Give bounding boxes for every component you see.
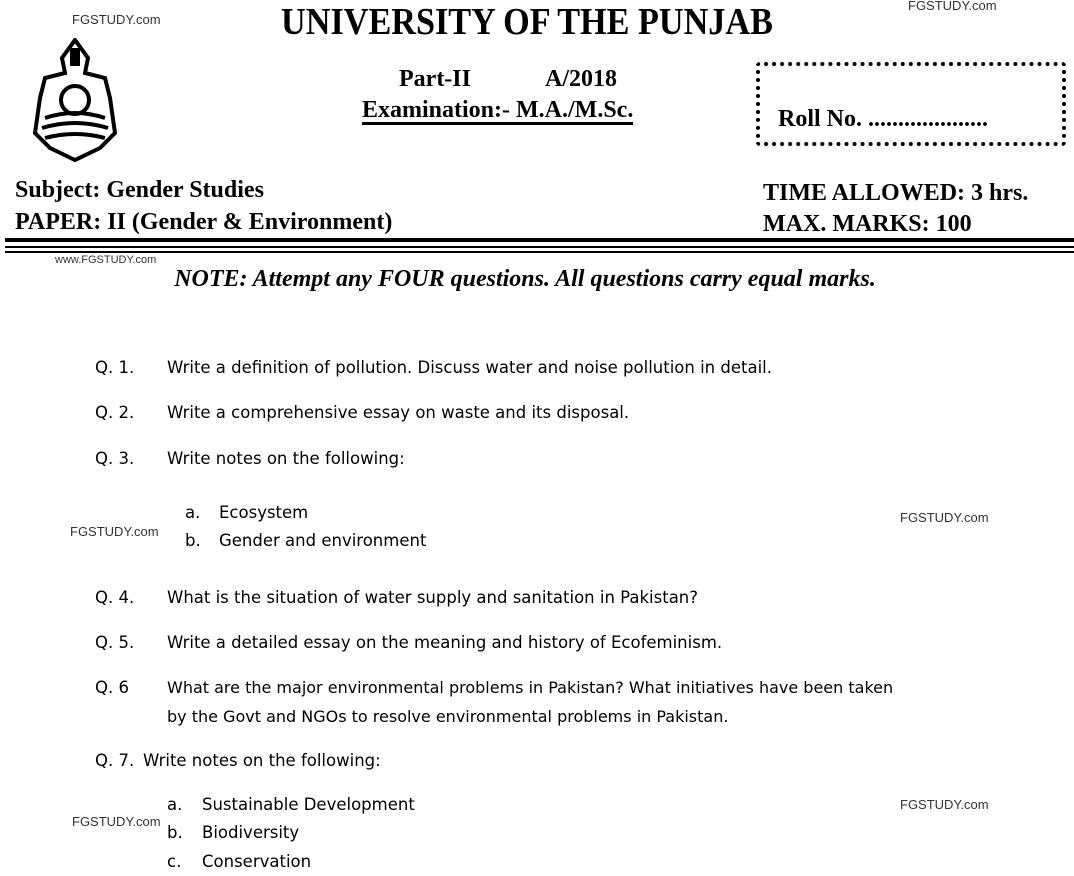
roll-number-box [756, 62, 1066, 146]
question-text: Write a definition of pollution. Discuss water and noise pollution in detail. [167, 358, 772, 377]
sub-item-text: Gender and environment [219, 531, 427, 550]
sub-item-letter: c. [167, 852, 182, 871]
sub-item-text: Ecosystem [219, 503, 309, 522]
max-marks: MAX. MARKS: 100 [763, 211, 972, 237]
watermark: FGSTUDY.com [900, 797, 989, 812]
sub-item-letter: b. [167, 823, 183, 842]
question-number: Q. 6 [95, 678, 129, 697]
paper-label: PAPER: II (Gender & Environment) [15, 209, 393, 235]
divider [5, 246, 1074, 248]
subject-label: Subject: Gender Studies [15, 177, 264, 203]
watermark: FGSTUDY.com [908, 0, 997, 13]
question-text: Write a comprehensive essay on waste and its disposal. [167, 403, 630, 422]
watermark: FGSTUDY.com [72, 814, 161, 829]
question-text-continued: by the Govt and NGOs to resolve environmental problems in Pakistan. [167, 707, 729, 726]
sub-item-letter: a. [167, 795, 183, 814]
watermark: FGSTUDY.com [900, 510, 989, 525]
university-logo-icon [30, 38, 120, 163]
question-number: Q. 1. [95, 358, 135, 377]
watermark: www.FGSTUDY.com [55, 254, 157, 266]
question-number: Q. 3. [95, 449, 135, 468]
divider [5, 251, 1074, 253]
question-text: What are the major environmental problems in Pakistan? What initiatives have been taken [167, 678, 894, 697]
sub-item-text: Biodiversity [202, 823, 300, 842]
sub-item-letter: a. [185, 503, 201, 522]
question-number: Q. 2. [95, 403, 135, 422]
session-label: A/2018 [545, 66, 617, 92]
sub-item-text: Conservation [202, 852, 312, 871]
question-number: Q. 7. [95, 751, 135, 770]
roll-number-field: Roll No. .................... [778, 106, 988, 132]
question-text: Write notes on the following: [143, 751, 381, 770]
part-label: Part-II [399, 66, 471, 92]
question-number: Q. 4. [95, 588, 135, 607]
watermark: FGSTUDY.com [70, 524, 159, 539]
sub-item-letter: b. [185, 531, 201, 550]
question-text: Write notes on the following: [167, 449, 405, 468]
question-text: Write a detailed essay on the meaning and history of Ecofeminism. [167, 633, 723, 652]
watermark: FGSTUDY.com [72, 12, 161, 27]
examination-label: Examination:- M.A./M.Sc. [362, 97, 634, 123]
university-title: UNIVERSITY OF THE PUNJAB [281, 1, 773, 43]
sub-item-text: Sustainable Development [202, 795, 415, 814]
divider [5, 238, 1074, 242]
note: NOTE: Attempt any FOUR questions. All questions carry equal marks. [174, 266, 876, 292]
question-text: What is the situation of water supply and sanitation in Pakistan? [167, 588, 699, 607]
time-allowed: TIME ALLOWED: 3 hrs. [763, 180, 1029, 206]
question-number: Q. 5. [95, 633, 135, 652]
